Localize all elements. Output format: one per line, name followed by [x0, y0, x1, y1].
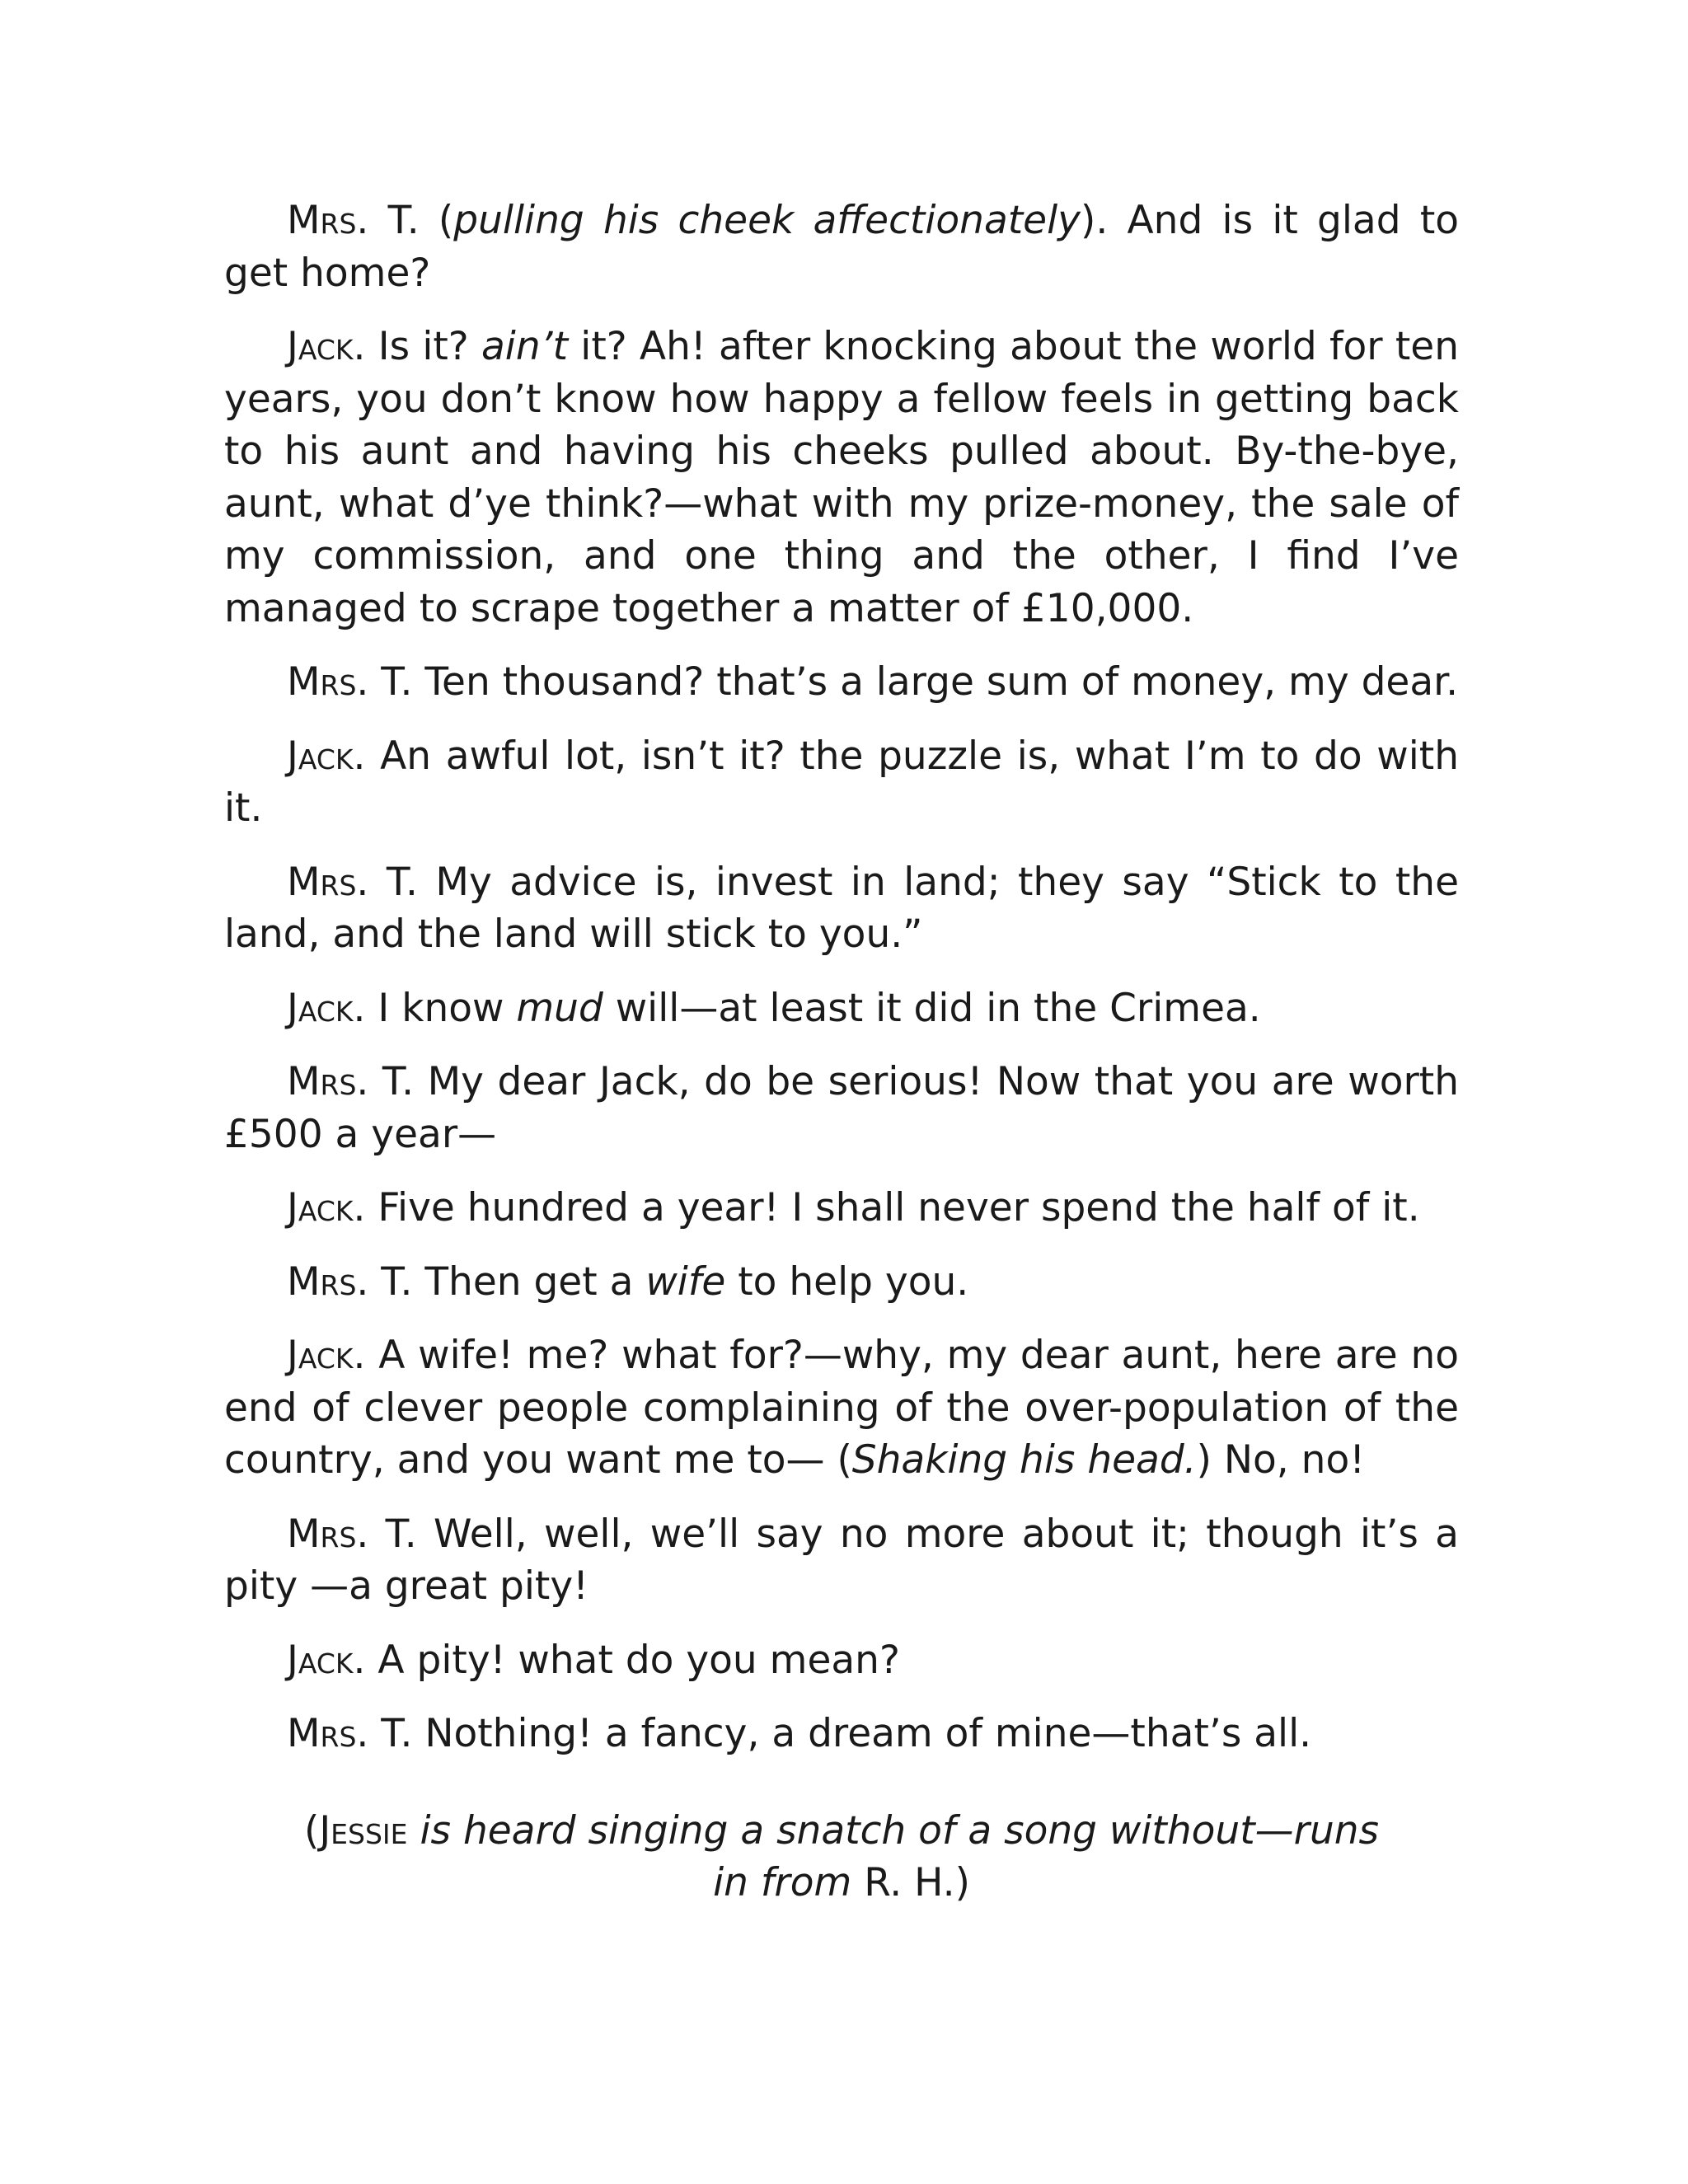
speaker-name: Mrs. T.	[287, 198, 420, 243]
speaker-name: Mrs. T.	[287, 1711, 413, 1756]
dialogue-line	[224, 1056, 1459, 1160]
dialogue-line	[224, 321, 1459, 635]
speech-text: (	[419, 198, 454, 243]
speaker-name: Mrs. T.	[287, 859, 418, 905]
speech-text: Nothing! a fancy, a dream of mine—that’s all.	[412, 1711, 1312, 1756]
italic-text: ain’t	[481, 324, 569, 369]
speaker-name: Jack.	[287, 1333, 366, 1378]
stage-direction	[290, 1805, 1393, 1910]
dialogue-line	[224, 1329, 1459, 1487]
italic-text: wife	[645, 1258, 726, 1305]
speech-text: A pity! what do you mean?	[365, 1637, 900, 1683]
dialogue-line	[224, 1182, 1459, 1235]
speech-text: I know	[365, 985, 517, 1031]
speech-text: will—at least it did in the Crimea.	[603, 985, 1261, 1031]
script-page	[224, 194, 1459, 1910]
speech-text: An awful lot, isn’t it? the puzzle is, what I’m to do with it.	[224, 733, 1459, 831]
speech-text: to help you.	[725, 1258, 969, 1305]
speaker-name: Mrs. T.	[287, 1511, 417, 1557]
speaker-name: Jack.	[287, 1185, 366, 1230]
dialogue-line	[224, 1634, 1459, 1687]
dialogue-line	[224, 982, 1459, 1035]
dialogue-line	[224, 856, 1459, 961]
italic-text: Shaking his head.	[851, 1437, 1197, 1483]
speech-text: My dear Jack, do be serious! Now that you are worth £500 a year—	[224, 1059, 1459, 1157]
speaker-name: Mrs. T.	[287, 1258, 413, 1305]
speech-text: Ten thousand? that’s a large sum of money, my dear.	[412, 659, 1459, 705]
speech-text: Well, well, we’ll say no more about it; though it’s a pity —a great pity!	[224, 1511, 1459, 1609]
speech-text: Five hundred a year! I shall never spend the half of it.	[365, 1185, 1420, 1230]
dialogue-line	[224, 194, 1459, 299]
speaker-name: Mrs. T.	[287, 659, 413, 705]
dialogue-line	[224, 730, 1459, 835]
stage-name: R. H.	[864, 1860, 955, 1905]
speech-text: it? Ah! after knocking about the world for ten years, you don’t know how happy a fellow feels in getting back to his aunt and having his cheeks pulled about. By-the-bye, aunt, what d’ye think?—what with my prize-money, the sale of my commission, and one thing and the other, I find I’ve managed to scrape together a matter of £10,000.	[224, 324, 1459, 631]
speech-text: A wife! me? what for?—why, my dear aunt, here are no end of clever people complaining of the over-population of the country, and you want me to— (	[224, 1333, 1459, 1483]
speech-text: Then get a	[412, 1258, 646, 1305]
speaker-name: Jack.	[287, 324, 366, 369]
dialogue-line	[224, 656, 1459, 709]
stage-text: )	[954, 1860, 970, 1905]
stage-italic-text: is heard singing a snatch of a song without—runs in from	[407, 1807, 1380, 1905]
dialogue-line	[224, 1708, 1459, 1760]
speaker-name: Jack.	[287, 733, 366, 779]
speaker-name: Mrs. T.	[287, 1059, 415, 1104]
stage-text	[851, 1860, 864, 1905]
speech-text: Is it?	[365, 324, 481, 369]
dialogue	[224, 194, 1459, 1760]
italic-text: pulling his cheek affectionately	[453, 198, 1081, 243]
speech-text: ). And is it glad to get home?	[224, 198, 1459, 296]
dialogue-line	[224, 1256, 1459, 1309]
speaker-name: Jack.	[287, 985, 366, 1031]
dialogue-line	[224, 1508, 1459, 1613]
speech-text: My advice is, invest in land; they say “Stick to the land, and the land will stick to you.”	[224, 859, 1459, 957]
italic-text: mud	[516, 985, 603, 1031]
speech-text: ) No, no!	[1196, 1437, 1366, 1483]
stage-name: Jessie	[319, 1807, 408, 1854]
stage-text: (	[303, 1807, 320, 1854]
speaker-name: Jack.	[287, 1637, 366, 1683]
